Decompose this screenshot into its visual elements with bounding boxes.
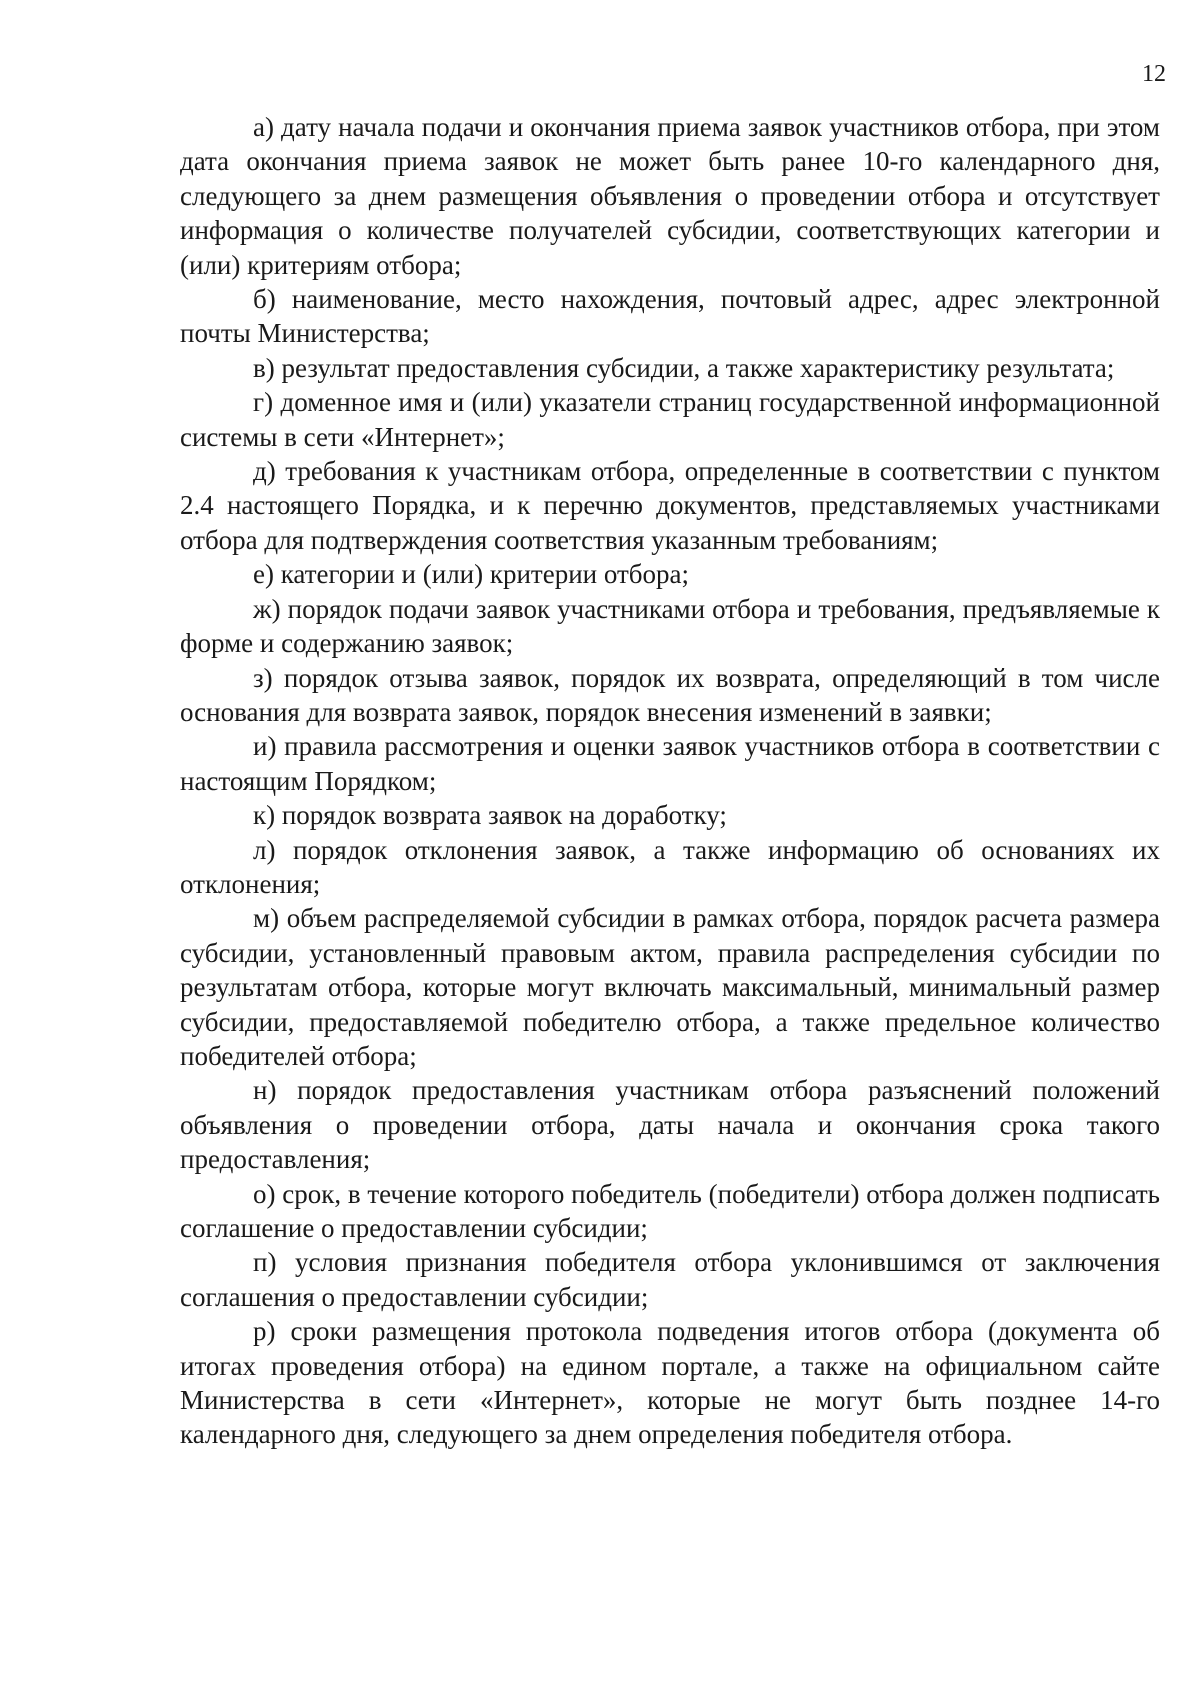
list-item-p: п) условия признания победителя отбора уклонившимся от заключения соглашения о предоставлении субсидии; <box>180 1247 1160 1312</box>
list-item-b: б) наименование, место нахождения, почтовый адрес, адрес электронной почты Министерства; <box>180 284 1160 349</box>
list-item-e: е) категории и (или) критерии отбора; <box>253 559 690 590</box>
list-item-l: л) порядок отклонения заявок, а также информацию об основаниях их отклонения; <box>180 834 1160 899</box>
list-item-zh: ж) порядок подачи заявок участниками отбора и требования, предъявляемые к форме и содержанию заявок; <box>180 593 1160 659</box>
page-number: 12 <box>1142 61 1166 87</box>
list-item-o: о) срок, в течение которого победитель (победители) отбора должен подписать соглашение о предоставлении субсидии; <box>180 1178 1160 1243</box>
list-item-z: з) порядок отзыва заявок, порядок их возврата, определяющий в том числе основания для возврата заявок, порядок внесения изменений в заявки; <box>180 662 1160 727</box>
list-item-a: а) дату начала подачи и окончания приема заявок участников отбора, при этом дата окончания приема заявок не может быть ранее 10-го календарного дня, следующего за днем размещения объявления о проведении отбора и отсутствует информация о количестве получателей субсидии, соответствующих категории и (или) критериям отбора; <box>180 112 1160 280</box>
list-item-d: д) требования к участникам отбора, определенные в соответствии с пунктом 2.4 настоящего Порядка, и к перечню документов, представляемых участниками отбора для подтверждения соответствия указанным требованиям; <box>180 456 1160 555</box>
list-item-n: н) порядок предоставления участникам отбора разъяснений положений объявления о проведении отбора, даты начала и окончания срока такого предоставления; <box>180 1075 1160 1175</box>
list-item-k: к) порядок возврата заявок на доработку; <box>253 800 727 831</box>
list-item-r: р) сроки размещения протокола подведения итогов отбора (документа об итогах проведения отбора) на едином портале, а также на официальном сайте Министерства в сети «Интернет», которые не могут быть позднее 14-го календарного дня, следующего за днем определения победителя отбора. <box>180 1316 1160 1450</box>
list-item-i: и) правила рассмотрения и оценки заявок участников отбора в соответствии с настоящим Порядком; <box>180 731 1160 796</box>
list-item-g: г) доменное имя и (или) указатели страниц государственной информационной системы в сети «Интернет»; <box>180 387 1160 452</box>
document-body <box>180 110 1160 1452</box>
list-item-m: м) объем распределяемой субсидии в рамках отбора, порядок расчета размера субсидии, установленный правовым актом, правила распределения субсидии по результатам отбора, которые могут включать максимальный, минимальный размер субсидии, предоставляемой победителю отбора, а также предельное количество победителей отбора; <box>180 903 1160 1071</box>
list-item-v: в) результат предоставления субсидии, а также характеристику результата; <box>253 352 1115 383</box>
